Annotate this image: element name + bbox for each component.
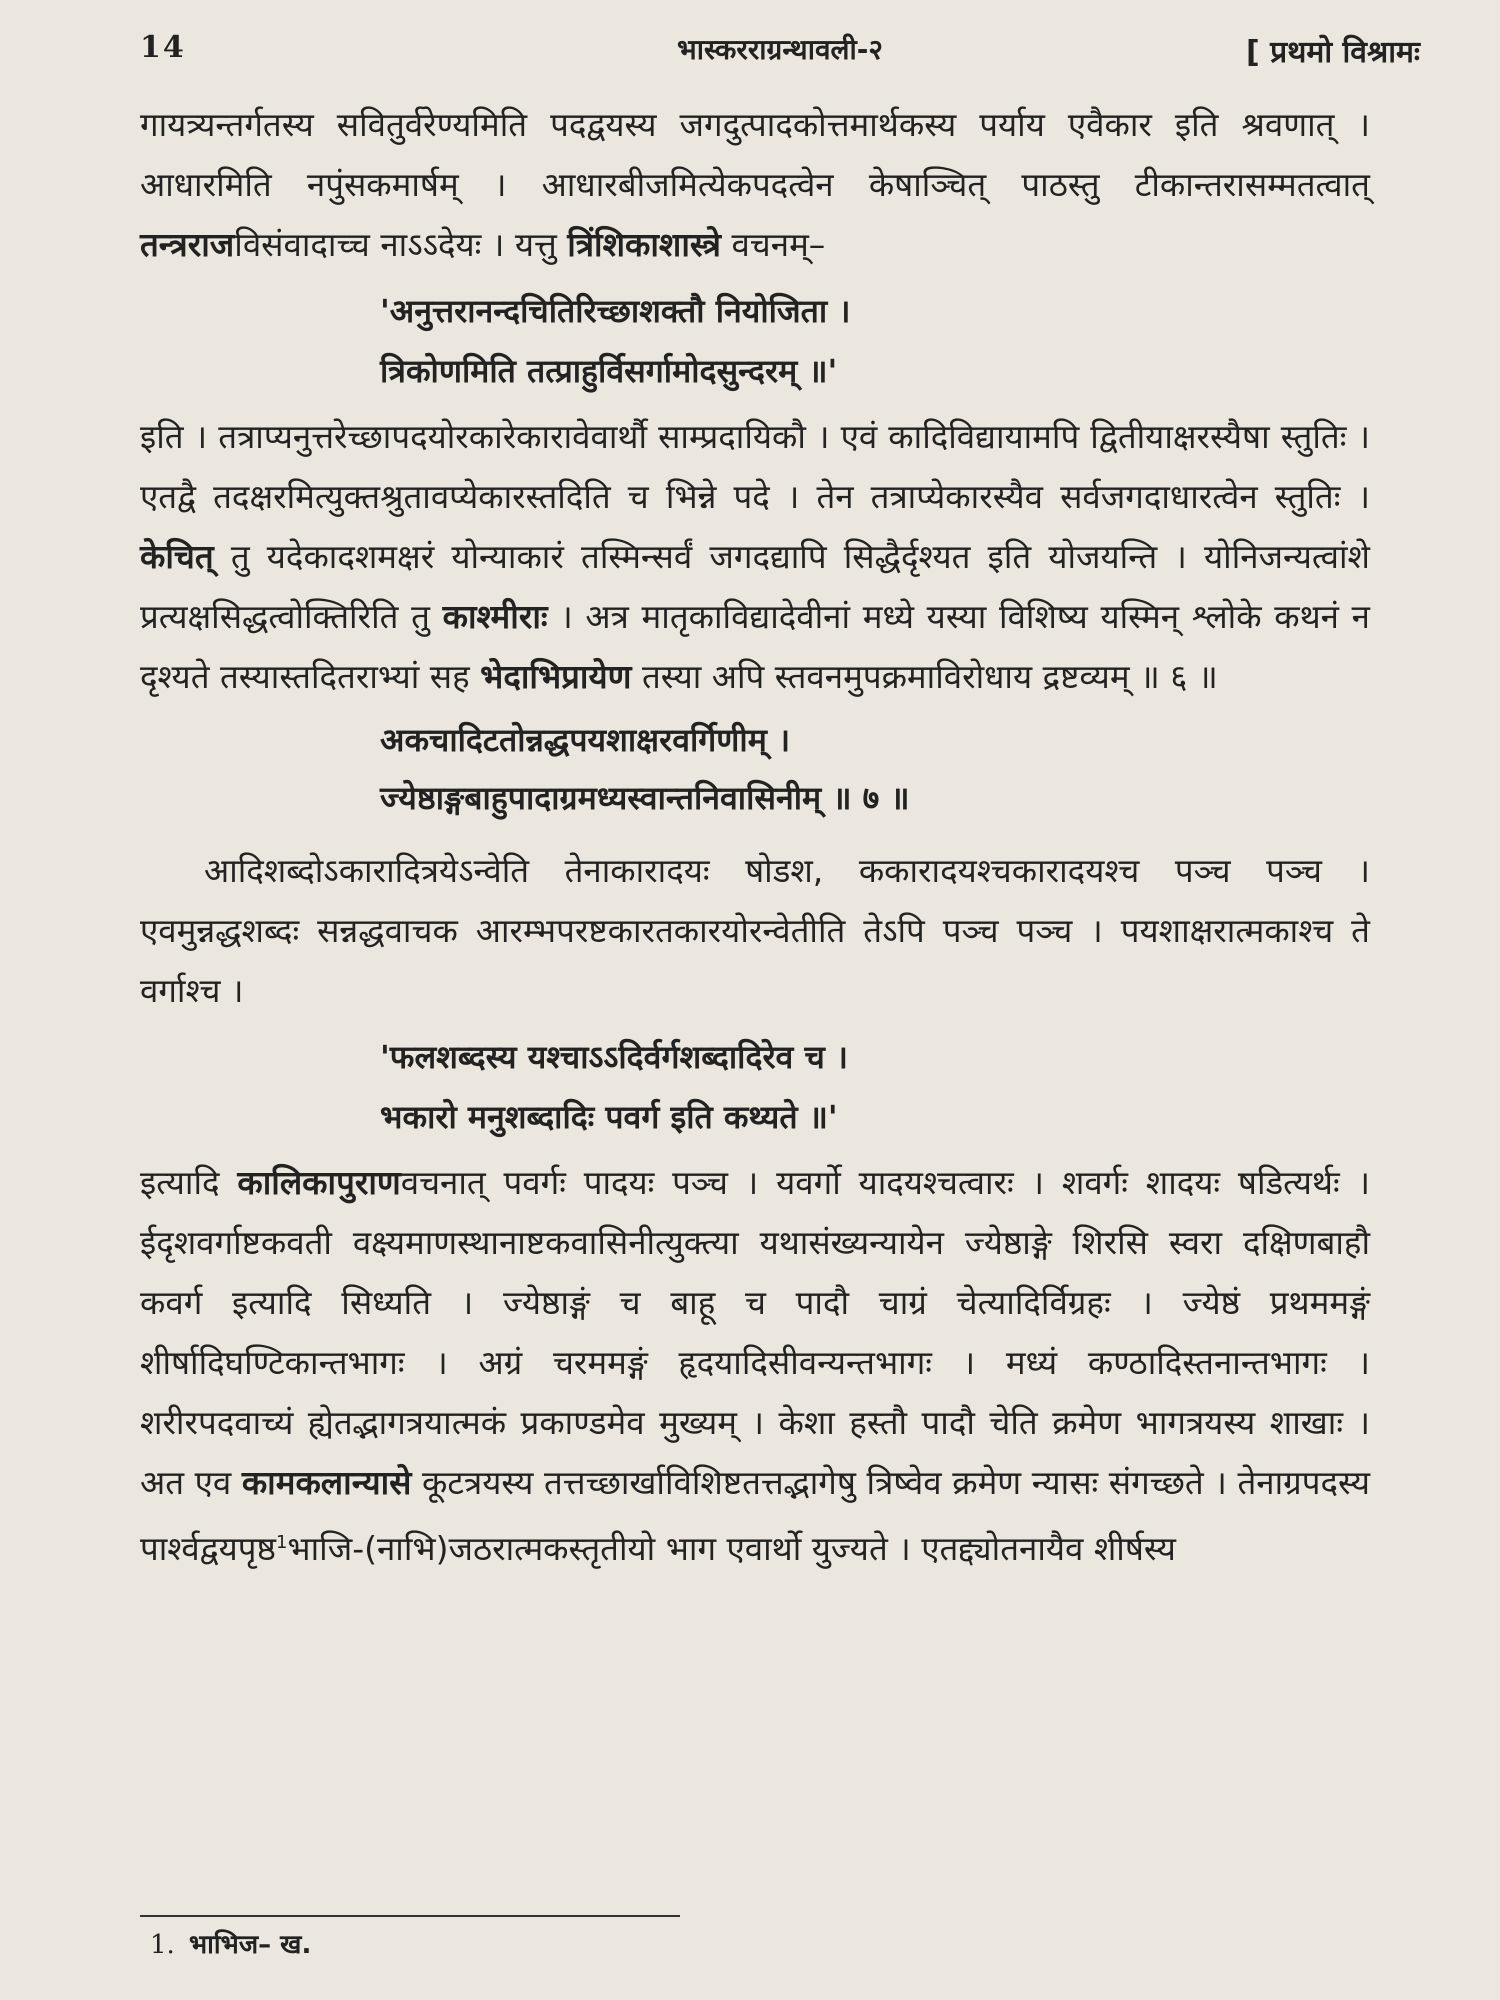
bold-term: तन्त्रराज <box>140 225 235 264</box>
text-run: कूटत्रयस्य तत्तच्छार्खाविशिष्टतत्तद्भागेषु त्रिष्वेव क्रमेण न्यासः संगच्छते । तेनाग्रपदस्य पार्श्वद्वयपृष्ठ <box>140 1463 1370 1568</box>
text-run: तु यदेकादशमक्षरं योन्याकारं तस्मिन्सर्वं जगदद्यापि सिद्धैर्दृश्यत इति योजयन्ति । योनिजन्यत्वांशे प्रत्यक्षसिद्धत्वोक्तिरिति तु <box>140 537 1370 636</box>
paragraph-4 <box>140 1153 1370 1579</box>
bold-term: भेदाभिप्रायेण <box>480 657 632 696</box>
main-text <box>140 95 1370 1579</box>
bold-term: कामकलान्यासे <box>241 1463 412 1502</box>
verse-line: अकचादिटतोन्नद्धपयशाक्षरवर्गिणीम् । <box>380 721 791 759</box>
footnote-ref: 1 <box>275 1532 288 1553</box>
verse-line: भकारो मनुशब्दादिः पवर्ग इति कथ्यते ॥' <box>380 1098 838 1136</box>
text-run: तस्या अपि स्तवनमुपक्रमाविरोधाय द्रष्टव्यम् ॥ ६ ॥ <box>631 657 1218 696</box>
paragraph-2 <box>140 407 1370 707</box>
footnote-number: 1. <box>150 1930 175 1960</box>
verse-line: ज्येष्ठाङ्गबाहुपादाग्रमध्यस्वान्तनिवासिनीम् ॥ ७ ॥ <box>380 779 910 817</box>
main-verse-7 <box>380 711 1370 827</box>
verse-line: 'अनुत्तरानन्दचितिरिच्छाशक्तौ नियोजिता । <box>380 292 851 330</box>
text-run: गायत्र्यन्तर्गतस्य सवितुर्वरेण्यमिति पदद्वयस्य जगदुत्पादकोत्तमार्थकस्य पर्याय एवैकार इति श्रवणात् । आधारमिति नपुंसकमार्षम् । आधारबीजमित्येकपदत्वेन केषाञ्चित् पाठस्तु टीकान्तरासम्मतत्वात् <box>140 105 1370 204</box>
bold-term: कालिकापुराण <box>237 1163 401 1202</box>
chapter-title: [ प्रथमो विश्रामः <box>1245 35 1420 70</box>
text-run: इत्यादि <box>140 1163 238 1202</box>
verse-quote-2 <box>380 1027 1370 1147</box>
bold-term: काश्मीराः <box>442 597 548 636</box>
verse-line: त्रिकोणमिति तत्प्राहुर्विसर्गामोदसुन्दरम् ॥' <box>380 352 838 390</box>
page-header <box>140 22 1420 72</box>
text-run: वचनम्– <box>720 225 826 264</box>
bold-term: त्रिंशिकाशास्त्रे <box>567 225 721 264</box>
verse-line: 'फलशब्दस्य यश्चाऽऽदिर्वर्गशब्दादिरेव च । <box>380 1038 849 1076</box>
paragraph-3: आदिशब्दोऽकारादित्रयेऽन्वेति तेनाकारादयः षोडश, ककारादयश्चकारादयश्च पञ्च पञ्च । एवमुन्नद्धशब्दः सन्नद्धवाचक आरम्भपरष्टकारतकारयोरन्वेतीति तेऽपि पञ्च पञ्च । पयशाक्षरात्मकाश्च ते वर्गाश्च । <box>140 851 1370 1010</box>
running-title: भास्करराग्रन्थावली-२ <box>677 33 883 66</box>
page-number: 14 <box>140 30 186 65</box>
text-run: वचनात् पवर्गः पादयः पञ्च । यवर्गो यादयश्चत्वारः । शवर्गः शादयः षडित्यर्थः । ईदृशवर्गाष्टकवती वक्ष्यमाणस्थानाष्टकवासिनीत्युक्त्या यथासंख्यन्यायेन ज्येष्ठाङ्गे शिरसि स्वरा दक्षिणबाहौ कवर्ग इत्यादि सिध्यति । ज्येष्ठाङ्गं च बाहू च पादौ चाग्रं चेत्यादिर्विग्रहः । ज्येष्ठं प्रथममङ्गं शीर्षादिघण्टिकान्तभागः । अग्रं चरममङ्गं हृदयादिसीवन्यन्तभागः । मध्यं कण्ठादिस्तनान्तभागः । शरीरपदवाच्यं ह्येतद्भागत्रयात्मकं प्रकाण्डमेव मुख्यम् । केशा हस्तौ पादौ चेति क्रमेण भागत्रयस्य शाखाः । अत एव <box>140 1163 1370 1502</box>
text-run: भाजि-(नाभि)जठरात्मकस्तृतीयो भाग एवार्थो युज्यते । एतद्द्योतनायैव शीर्षस्य <box>287 1529 1176 1568</box>
paragraph-1 <box>140 95 1370 275</box>
text-run: । अत्र मातृकाविद्यादेवीनां मध्ये यस्या विशिष्य यस्मिन् श्लोके कथनं न दृश्यते तस्यास्तदितराभ्यां सह <box>140 597 1370 696</box>
footnote-text: भाभिज– ख. <box>188 1930 312 1960</box>
text-run: इति । तत्राप्यनुत्तरेच्छापदयोरकारेकारावेवार्थौ साम्प्रदायिकौ । एवं कादिविद्यायामपि द्वितीयाक्षरस्यैषा स्तुतिः । एतद्वै तदक्षरमित्युक्तश्रुतावप्येकारस्तदिति च भिन्ने पदे । तेन तत्राप्येकारस्यैव सर्वजगदाधारत्वेन स्तुतिः । <box>140 417 1370 516</box>
footnote <box>150 1925 311 1961</box>
text-run: विसंवादाच्च नाऽऽदेयः । यत्तु <box>234 225 568 264</box>
footnote-rule <box>140 1915 680 1917</box>
verse-quote-1 <box>380 281 1370 401</box>
bold-term: केचित् <box>140 537 214 576</box>
